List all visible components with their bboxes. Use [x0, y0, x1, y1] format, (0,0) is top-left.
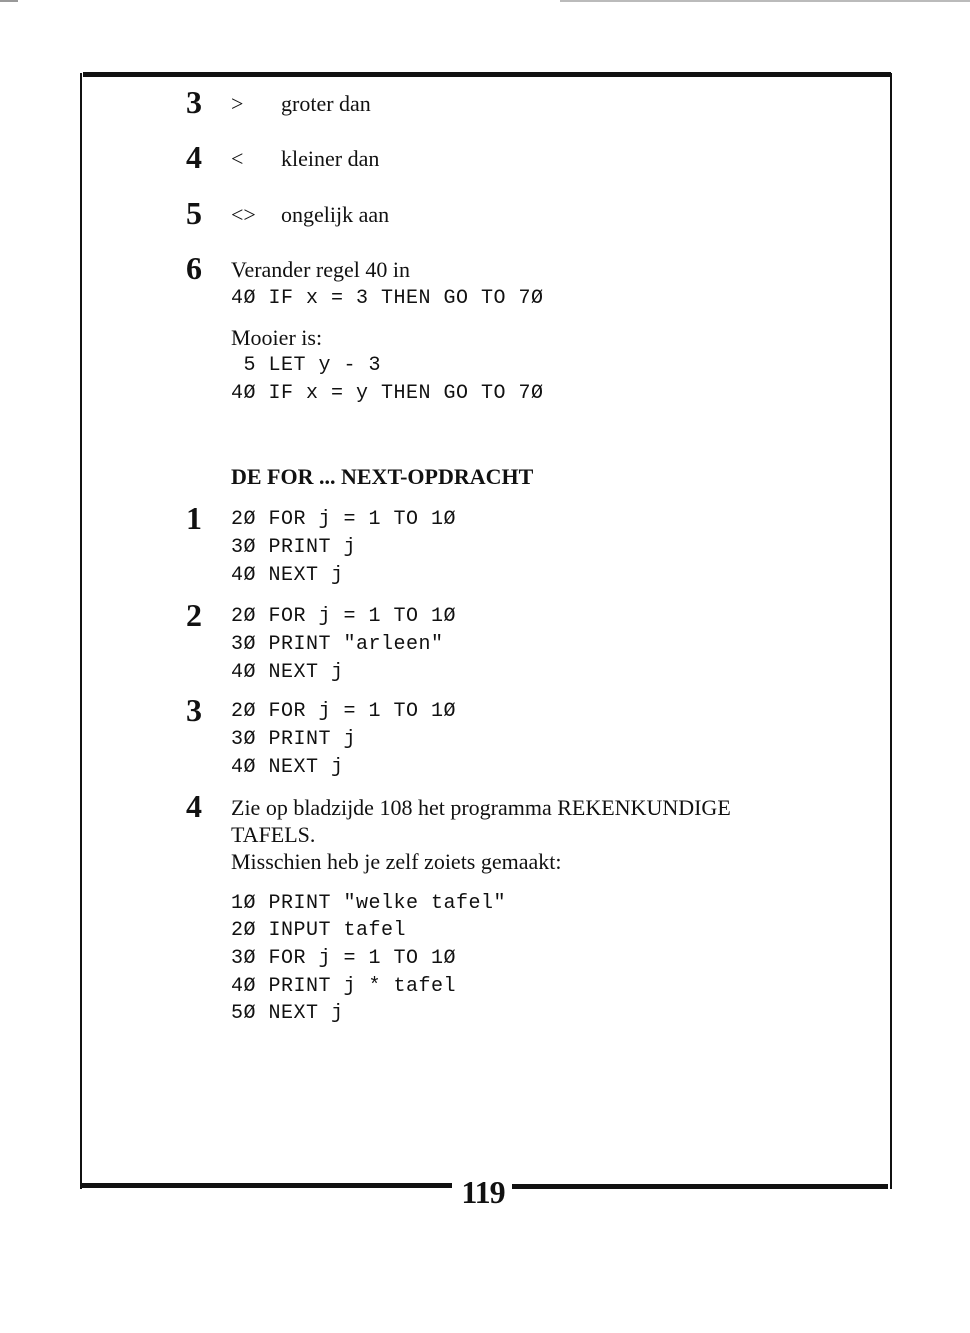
code-line: 2Ø FOR j = 1 TO 1Ø: [231, 700, 457, 723]
operator-symbol: <>: [231, 202, 256, 227]
code-line: 4Ø NEXT j: [231, 661, 344, 684]
section-heading: DE FOR ... NEXT-OPDRACHT: [231, 464, 534, 489]
code-line: 2Ø FOR j = 1 TO 1Ø: [231, 605, 457, 628]
item-number: 6: [186, 250, 202, 286]
operator-meaning: groter dan: [281, 91, 371, 116]
answer-text: Misschien heb je zelf zoiets gemaakt:: [231, 849, 562, 874]
item-number: 2: [186, 597, 202, 633]
code-line: 4Ø NEXT j: [231, 756, 344, 779]
code-line: 4Ø IF x = 3 THEN GO TO 7Ø: [231, 287, 544, 310]
item-number: 4: [186, 139, 202, 175]
answer-text: Zie op bladzijde 108 het programma REKENKUNDIGE: [231, 795, 731, 820]
code-line: 4Ø PRINT j * tafel: [231, 975, 457, 998]
answer-text: Verander regel 40 in: [231, 257, 410, 282]
code-line: 3Ø FOR j = 1 TO 1Ø: [231, 947, 457, 970]
answer-text: Mooier is:: [231, 325, 323, 350]
item-number: 3: [186, 692, 202, 728]
code-line: 3Ø PRINT j: [231, 728, 357, 751]
answer-text: TAFELS.: [231, 822, 316, 847]
code-line: 1Ø PRINT "welke tafel": [231, 892, 507, 915]
code-line: 3Ø PRINT "arleen": [231, 633, 444, 656]
top-rule: [83, 72, 891, 77]
operator-meaning: kleiner dan: [281, 146, 380, 171]
bottom-rule-right: [512, 1184, 888, 1189]
code-line: 5 LET y - 3: [231, 354, 382, 377]
code-line: 4Ø NEXT j: [231, 564, 344, 587]
scan-mark: [560, 0, 970, 2]
code-line: 4Ø IF x = y THEN GO TO 7Ø: [231, 382, 544, 405]
scan-mark: [0, 0, 18, 2]
item-number: 5: [186, 195, 202, 231]
operator-meaning: ongelijk aan: [281, 202, 390, 227]
item-number: 4: [186, 788, 202, 824]
code-line: 2Ø INPUT tafel: [231, 919, 407, 942]
code-line: 5Ø NEXT j: [231, 1002, 344, 1025]
item-number: 1: [186, 500, 202, 536]
code-line: 2Ø FOR j = 1 TO 1Ø: [231, 508, 457, 531]
item-number: 3: [186, 84, 202, 120]
code-line: 3Ø PRINT j: [231, 536, 357, 559]
operator-symbol: >: [231, 91, 244, 116]
page-number: 119: [461, 1174, 505, 1210]
bottom-rule-left: [80, 1183, 452, 1188]
operator-symbol: <: [231, 146, 244, 171]
